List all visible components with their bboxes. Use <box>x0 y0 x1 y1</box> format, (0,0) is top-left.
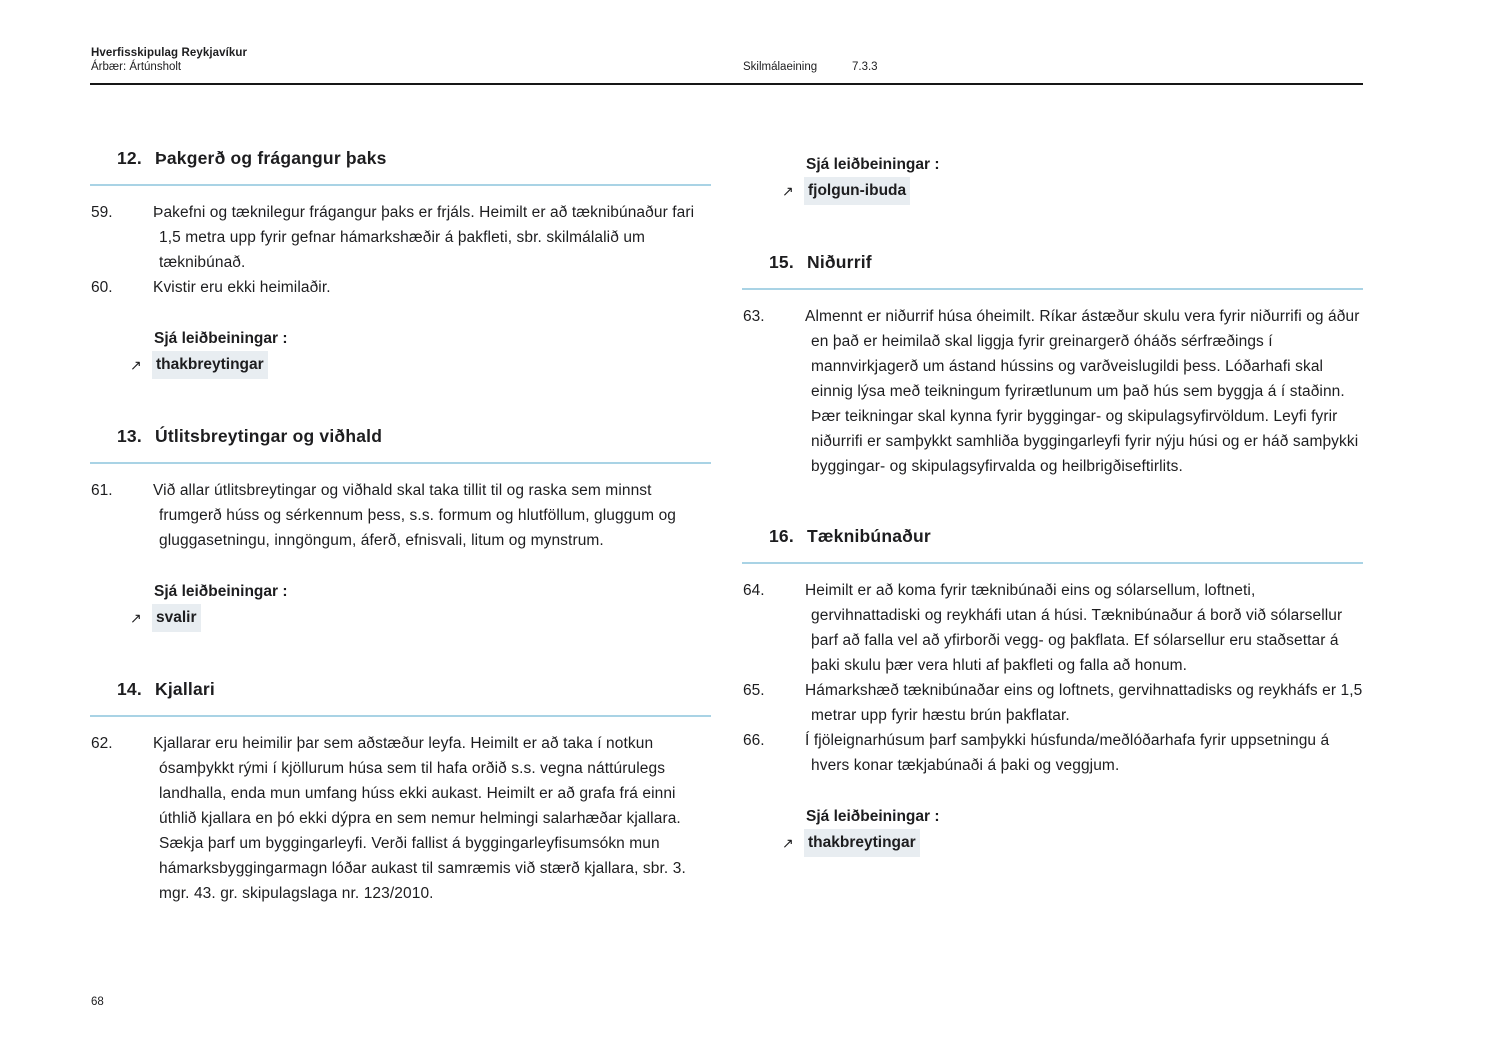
guidance-block <box>742 152 1363 205</box>
guidance-label: Sjá leiðbeiningar : <box>806 808 940 825</box>
guidance-label: Sjá leiðbeiningar : <box>806 156 940 173</box>
item-text: Kjallarar eru heimilir þar sem aðstæður leyfa. Heimilt er að taka í notkun ósamþykkt rými í kjöllurum húsa sem til hafa orðið s.s. vegna náttúrulegs landhalla, enda mun umfang húss ekki aukast. Heimilt er að grafa frá einni úthlið kjallara en þó ekki dýpra en sem nemur helmingi salarhæðar kjallara. Sækja þarf um byggingarleyfi. Verði fallist á byggingarleyfisumsókn mun hámarksbyggingarmagn lóðar aukast til samræmis við stærð kjallara, sbr. 3. mgr. 43. gr. skipulagslaga nr. 123/2010. <box>153 735 686 902</box>
section-14 <box>90 679 711 906</box>
section-heading <box>90 426 711 464</box>
guidance-link-label: thakbreytingar <box>804 829 920 857</box>
guidance-link[interactable] <box>782 829 920 857</box>
item-text: Hámarkshæð tæknibúnaðar eins og loftnets, gervihnattadisks og reykháfs er 1,5 metrar upp fyrir hæstu brún þakflatar. <box>805 682 1363 724</box>
section-heading <box>90 148 711 186</box>
item-text: Við allar útlitsbreytingar og viðhald skal taka tillit til og raska sem minnst frumgerð húss og sérkennum þess, s.s. formum og hlutföllum, gluggum og gluggasetningu, inngöngum, áferð, efnisvali, litum og mynstrum. <box>153 482 677 549</box>
guidance-block <box>90 579 711 632</box>
external-link-icon: ↗ <box>130 609 142 626</box>
section-number: 15. <box>769 252 794 272</box>
section-number: 12. <box>117 148 142 168</box>
item-text: Heimilt er að koma fyrir tæknibúnaði eins og sólarsellum, loftneti, gervihnattadiski og reykháfi utan á húsi. Tæknibúnaður á borð við sólarsellur þarf að falla vel að yfirborði vegg- og þakflata. Ef sólarsellur eru staðsettar á þaki skulu þær vera hluti af þakfleti og falla að honum. <box>805 582 1343 674</box>
item-text: Þakefni og tæknilegur frágangur þaks er frjáls. Heimilt er að tæknibúnaður fari 1,5 metra upp fyrir gefnar hámarkshæðir á þakfleti, sbr. skilmálalið um tæknibúnað. <box>153 204 695 271</box>
section-heading <box>742 526 1363 564</box>
doc-subtitle: Árbær: Ártúnsholt <box>91 61 182 73</box>
item-number: 65. <box>743 682 765 699</box>
external-link-icon: ↗ <box>782 182 794 199</box>
item-text: Kvistir eru ekki heimilaðir. <box>153 279 331 296</box>
section-13 <box>90 426 711 632</box>
guidance-link[interactable] <box>130 351 268 379</box>
list-item <box>742 678 1363 728</box>
guidance-block <box>90 326 711 379</box>
header-divider <box>90 83 1363 85</box>
item-text: Almennt er niðurrif húsa óheimilt. Ríkar ástæður skulu vera fyrir niðurrifi og áður en það er heimilað skal liggja fyrir greinargerð óháðs sérfræðings í mannvirkjagerð um ástand hússins og varðveislugildi þess. Lóðarhafi skal einnig lýsa með teikningum fyrirætlunum um það hús sem byggja á í staðinn. Þær teikningar skal kynna fyrir byggingar- og skipulagsyfirvöldum. Leyfi fyrir niðurrifi er samþykkt samhliða byggingarleyfi fyrir nýju húsi og er háð samþykki byggingar- og skipulagsyfirvalda og heilbrigðiseftirlits. <box>805 308 1360 475</box>
list-item <box>742 304 1363 479</box>
header-section-label: Skilmálaeining <box>743 61 818 73</box>
guidance-link-label: thakbreytingar <box>152 351 268 379</box>
section-number: 13. <box>117 426 142 446</box>
item-number: 61. <box>91 482 113 499</box>
guidance-label: Sjá leiðbeiningar : <box>154 330 288 347</box>
item-number: 66. <box>743 732 765 749</box>
section-title: Þakgerð og frágangur þaks <box>155 148 387 168</box>
item-number: 62. <box>91 735 113 752</box>
section-heading <box>90 679 711 717</box>
section-16 <box>742 526 1363 857</box>
doc-title: Hverfisskipulag Reykjavíkur <box>91 47 248 59</box>
section-12 <box>90 148 711 379</box>
item-number: 64. <box>743 582 765 599</box>
list-item <box>742 728 1363 778</box>
section-title: Útlitsbreytingar og viðhald <box>155 426 383 446</box>
section-heading <box>742 252 1363 290</box>
guidance-link-label: fjolgun-ibuda <box>804 177 910 205</box>
item-number: 63. <box>743 308 765 325</box>
left-column <box>90 130 711 906</box>
list-item <box>90 478 711 553</box>
section-title: Kjallari <box>155 679 215 699</box>
list-item <box>90 731 711 906</box>
header-section-code: 7.3.3 <box>852 61 878 73</box>
page-number: 68 <box>91 996 104 1008</box>
section-number: 14. <box>117 679 142 699</box>
item-number: 59. <box>91 204 113 221</box>
section-15 <box>742 252 1363 479</box>
guidance-link[interactable] <box>782 177 910 205</box>
external-link-icon: ↗ <box>782 834 794 851</box>
guidance-link[interactable] <box>130 604 201 632</box>
guidance-link-label: svalir <box>152 604 201 632</box>
item-text: Í fjöleignarhúsum þarf samþykki húsfunda/meðlóðarhafa fyrir uppsetningu á hvers konar tækjabúnaði á þaki og veggjum. <box>805 732 1330 774</box>
section-title: Niðurrif <box>807 252 872 272</box>
item-number: 60. <box>91 279 113 296</box>
right-column <box>742 130 1363 857</box>
guidance-label: Sjá leiðbeiningar : <box>154 583 288 600</box>
list-item <box>90 200 711 275</box>
list-item <box>742 578 1363 678</box>
section-title: Tæknibúnaður <box>807 526 931 546</box>
list-item <box>90 275 711 300</box>
content-columns <box>90 130 1363 906</box>
guidance-block <box>742 804 1363 857</box>
section-number: 16. <box>769 526 794 546</box>
external-link-icon: ↗ <box>130 356 142 373</box>
